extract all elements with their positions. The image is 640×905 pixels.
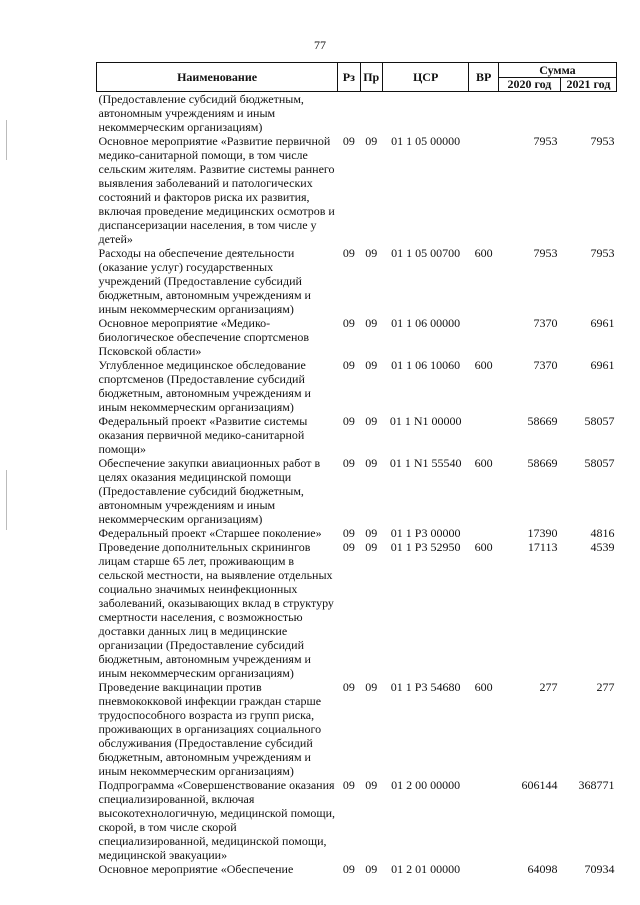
row-pr-cell xyxy=(360,92,382,135)
row-pr-cell: 09 xyxy=(365,680,378,694)
row-name-cell: Расходы на обеспечение деятельности (оказание услуг) государственных учреждений (Предоставление субсидий бюджетным, автономным учреждениям и иным некоммерческим организациям) xyxy=(98,246,311,316)
row-vr-cell xyxy=(469,316,499,358)
row-2021-cell: 58057 xyxy=(584,414,615,428)
scan-edge-mark xyxy=(6,470,7,530)
row-vr-cell xyxy=(469,526,499,540)
row-2021-cell: 70934 xyxy=(584,862,615,876)
row-2020-cell: 7370 xyxy=(533,316,558,330)
row-2021-cell: 4816 xyxy=(590,526,615,540)
row-2021-cell: 4539 xyxy=(590,540,615,554)
row-csr-cell: 01 1 P3 52950 xyxy=(390,540,461,554)
table-row xyxy=(97,778,617,862)
row-csr-cell: 01 1 N1 00000 xyxy=(389,414,462,428)
row-2020-cell: 277 xyxy=(539,680,558,694)
row-pr-cell: 09 xyxy=(365,414,378,428)
row-csr-cell: 01 1 N1 55540 xyxy=(389,456,462,470)
column-header-2021: 2021 год xyxy=(560,78,616,92)
row-csr-cell: 01 1 P3 54680 xyxy=(390,680,461,694)
row-vr-cell: 600 xyxy=(474,680,493,694)
row-pr-cell: 09 xyxy=(365,862,378,876)
table-body xyxy=(97,92,617,877)
row-2020-cell: 58669 xyxy=(527,414,558,428)
row-rz-cell: 09 xyxy=(342,680,355,694)
row-2020-cell: 17390 xyxy=(527,526,558,540)
page-number: 77 xyxy=(314,38,326,52)
row-2021-cell xyxy=(560,92,616,135)
table-row xyxy=(97,456,617,526)
row-2021-cell: 368771 xyxy=(578,778,615,792)
row-rz-cell: 09 xyxy=(342,358,355,372)
row-name-cell: Проведение дополнительных скринингов лицам старше 65 лет, проживающим в сельской местности, на выявление отдельных социально значимых неинфекционных заболеваний, оказывающих вклад в структуру смертности населения, с возможностью доставки данных лиц в медицинские организации (Предоставление субсидий бюджетным, автономным учреждениям и иным некоммерческим организациям) xyxy=(98,540,334,680)
row-rz-cell: 09 xyxy=(342,862,355,876)
row-2020-cell: 17113 xyxy=(527,540,558,554)
row-vr-cell: 600 xyxy=(474,358,493,372)
row-name-cell: Подпрограмма «Совершенствование оказания специализированной, включая высокотехнологичную, медицинской помощи, скорой, в том числе скорой специализированной, медицинской помощи, медицинской эвакуации» xyxy=(98,778,336,862)
row-rz-cell xyxy=(338,92,360,135)
table-row xyxy=(97,92,617,135)
row-pr-cell: 09 xyxy=(365,246,378,260)
row-2020-cell: 7953 xyxy=(533,134,558,148)
row-pr-cell: 09 xyxy=(365,134,378,148)
row-vr-cell: 600 xyxy=(474,246,493,260)
row-pr-cell: 09 xyxy=(365,540,378,554)
table-row xyxy=(97,414,617,456)
row-rz-cell: 09 xyxy=(342,778,355,792)
row-vr-cell xyxy=(469,134,499,246)
row-name-cell: Федеральный проект «Старшее поколение» xyxy=(98,526,322,540)
row-csr-cell: 01 1 05 00000 xyxy=(391,134,461,148)
row-name-cell: Основное мероприятие «Развитие первичной медико-санитарной помощи, в том числе сельским жителям. Развитие системы раннего выявления заболеваний и патологических состояний и факторов риска их развития, включая проведение медицинских осмотров и диспансеризации населения, в том числе у детей» xyxy=(98,134,335,246)
row-vr-cell xyxy=(469,862,499,876)
table-row xyxy=(97,540,617,680)
row-2020-cell: 606144 xyxy=(521,778,558,792)
row-name-cell: Основное мероприятие «Медико-биологическое обеспечение спортсменов Псковской области» xyxy=(98,316,310,358)
row-2021-cell: 6961 xyxy=(590,316,615,330)
row-csr-cell: 01 1 P3 00000 xyxy=(390,526,461,540)
row-rz-cell: 09 xyxy=(342,414,355,428)
row-pr-cell: 09 xyxy=(365,526,378,540)
column-header-csr: ЦСР xyxy=(382,63,468,92)
row-2020-cell: 64098 xyxy=(527,862,558,876)
row-2020-cell: 7370 xyxy=(533,358,558,372)
row-2020-cell: 58669 xyxy=(527,456,558,470)
table-row xyxy=(97,862,617,876)
column-header-rz: Рз xyxy=(338,63,360,92)
row-name-cell: Основное мероприятие «Обеспечение xyxy=(98,862,294,876)
row-csr-cell: 01 2 01 00000 xyxy=(391,862,461,876)
row-2021-cell: 6961 xyxy=(590,358,615,372)
row-csr-cell: 01 1 05 00700 xyxy=(391,246,461,260)
row-rz-cell: 09 xyxy=(342,246,355,260)
row-2021-cell: 277 xyxy=(596,680,615,694)
row-rz-cell: 09 xyxy=(342,540,355,554)
table-row xyxy=(97,680,617,778)
row-vr-cell: 600 xyxy=(474,540,493,554)
row-vr-cell xyxy=(469,778,499,862)
row-csr-cell: 01 1 06 00000 xyxy=(391,316,461,330)
row-name-cell: Федеральный проект «Развитие системы оказания первичной медико-санитарной помощи» xyxy=(98,414,308,456)
row-name-cell: Углубленное медицинское обследование спортсменов (Предоставление субсидий бюджетным, автономным учреждениям и иным некоммерческим организациям) xyxy=(98,358,311,414)
column-header-name: Наименование xyxy=(97,63,338,92)
row-name-cell: (Предоставление субсидий бюджетным, автономным учреждениям и иным некоммерческим организациям) xyxy=(98,92,304,134)
scan-edge-mark xyxy=(6,120,7,160)
column-header-pr: Пр xyxy=(360,63,382,92)
row-pr-cell: 09 xyxy=(365,456,378,470)
row-rz-cell: 09 xyxy=(342,526,355,540)
row-vr-cell xyxy=(469,92,499,135)
table-row xyxy=(97,526,617,540)
column-header-2020: 2020 год xyxy=(498,78,560,92)
row-rz-cell: 09 xyxy=(342,316,355,330)
table-row xyxy=(97,134,617,246)
row-name-cell: Проведение вакцинации против пневмококковой инфекции граждан старше трудоспособного возраста из групп риска, проживающих в организациях социального обслуживания (Предоставление субсидий бюджетным, автономным учреждениям и иным некоммерческим организациям) xyxy=(98,680,322,778)
table-row xyxy=(97,246,617,316)
row-rz-cell: 09 xyxy=(342,134,355,148)
row-pr-cell: 09 xyxy=(365,358,378,372)
row-csr-cell: 01 2 00 00000 xyxy=(391,778,461,792)
row-vr-cell xyxy=(469,414,499,456)
row-pr-cell: 09 xyxy=(365,316,378,330)
row-csr-cell xyxy=(382,92,468,135)
row-pr-cell: 09 xyxy=(365,778,378,792)
row-2021-cell: 7953 xyxy=(590,246,615,260)
row-2021-cell: 58057 xyxy=(584,456,615,470)
column-header-vr: ВР xyxy=(469,63,499,92)
row-2021-cell: 7953 xyxy=(590,134,615,148)
table-row xyxy=(97,316,617,358)
row-2020-cell: 7953 xyxy=(533,246,558,260)
row-2020-cell xyxy=(498,92,560,135)
table-row xyxy=(97,358,617,414)
row-csr-cell: 01 1 06 10060 xyxy=(391,358,461,372)
row-vr-cell: 600 xyxy=(474,456,493,470)
row-name-cell: Обеспечение закупки авиационных работ в целях оказания медицинской помощи (Предоставление субсидий бюджетным, автономным учреждениям и иным некоммерческим организациям) xyxy=(98,456,321,526)
row-rz-cell: 09 xyxy=(342,456,355,470)
budget-table xyxy=(96,62,617,876)
column-header-sum: Сумма xyxy=(498,63,616,78)
